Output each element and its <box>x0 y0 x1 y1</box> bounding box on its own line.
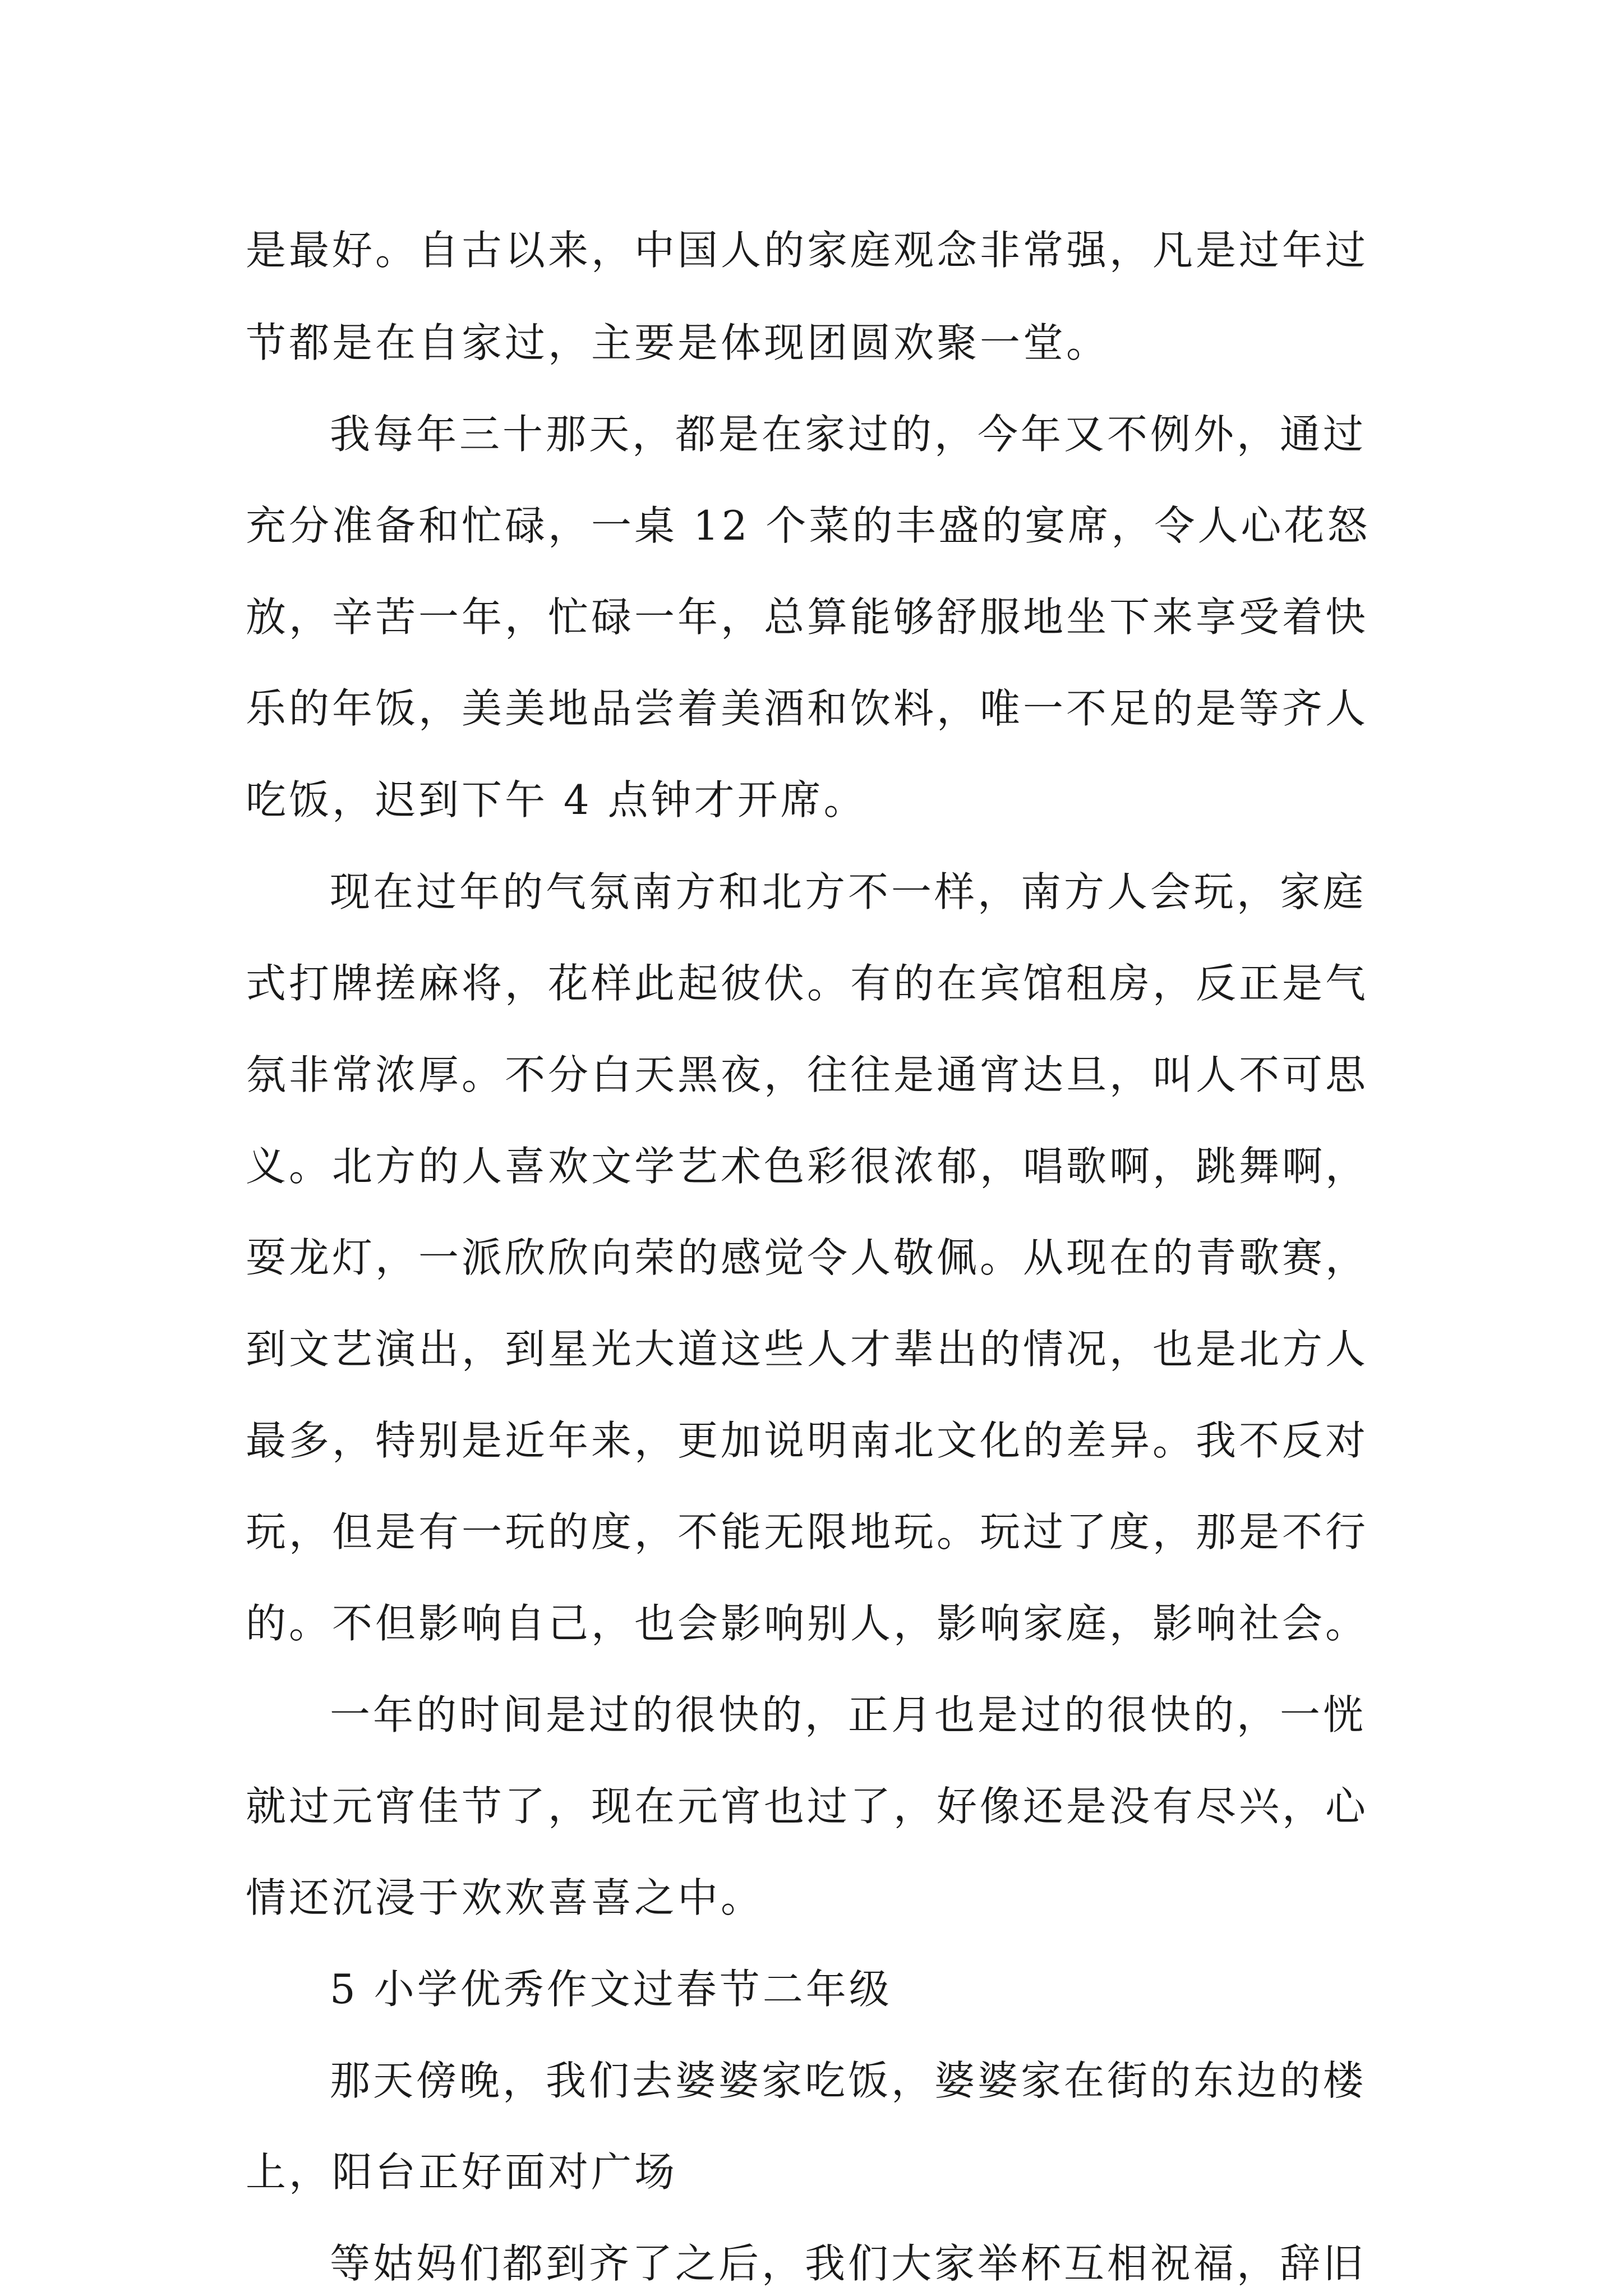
text-line: 充分准备和忙碌，一桌 12 个菜的丰盛的宴席，令人心花怒 <box>246 502 1371 549</box>
paragraph-first-line: 等姑妈们都到齐了之后，我们大家举杯互相祝福，辞旧 <box>330 2240 1367 2287</box>
text-line: 的。不但影响自己，也会影响别人，影响家庭，影响社会。 <box>246 1600 1369 1647</box>
text-line: 氛非常浓厚。不分白天黑夜，往往是通宵达旦，叫人不可思 <box>246 1051 1369 1098</box>
paragraph-first-line: 一年的时间是过的很快的，正月也是过的很快的，一恍 <box>330 1691 1367 1738</box>
text-line: 乐的年饭，美美地品尝着美酒和饮料，唯一不足的是等齐人 <box>246 685 1369 732</box>
text-line: 义。北方的人喜欢文学艺术色彩很浓郁，唱歌啊，跳舞啊， <box>246 1143 1369 1190</box>
section-heading: 5 小学优秀作文过春节二年级 <box>330 1966 892 2013</box>
text-line: 式打牌搓麻将，花样此起彼伏。有的在宾馆租房，反正是气 <box>246 960 1369 1007</box>
paragraph-first-line: 我每年三十那天，都是在家过的，今年又不例外，通过 <box>330 411 1367 458</box>
text-line: 玩，但是有一玩的度，不能无限地玩。玩过了度，那是不行 <box>246 1508 1369 1556</box>
text-line: 上，阳台正好面对广场 <box>246 2148 678 2196</box>
paragraph-first-line: 那天傍晚，我们去婆婆家吃饭，婆婆家在街的东边的楼 <box>330 2057 1367 2104</box>
text-line: 放，辛苦一年，忙碌一年，总算能够舒服地坐下来享受着快 <box>246 593 1369 641</box>
text-line: 节都是在自家过，主要是体现团圆欢聚一堂。 <box>246 319 1110 366</box>
text-line: 最多，特别是近年来，更加说明南北文化的差异。我不反对 <box>246 1417 1369 1464</box>
text-line: 是最好。自古以来，中国人的家庭观念非常强，凡是过年过 <box>246 227 1369 274</box>
text-line: 吃饭，迟到下午 4 点钟才开席。 <box>246 776 867 823</box>
text-line: 情还沉浸于欢欢喜喜之中。 <box>246 1874 764 1921</box>
paragraph-first-line: 现在过年的气氛南方和北方不一样，南方人会玩，家庭 <box>330 868 1367 915</box>
text-line: 就过元宵佳节了，现在元宵也过了，好像还是没有尽兴，心 <box>246 1783 1369 1830</box>
text-line: 到文艺演出，到星光大道这些人才辈出的情况，也是北方人 <box>246 1326 1369 1373</box>
text-line: 耍龙灯，一派欣欣向荣的感觉令人敬佩。从现在的青歌赛， <box>246 1234 1369 1281</box>
